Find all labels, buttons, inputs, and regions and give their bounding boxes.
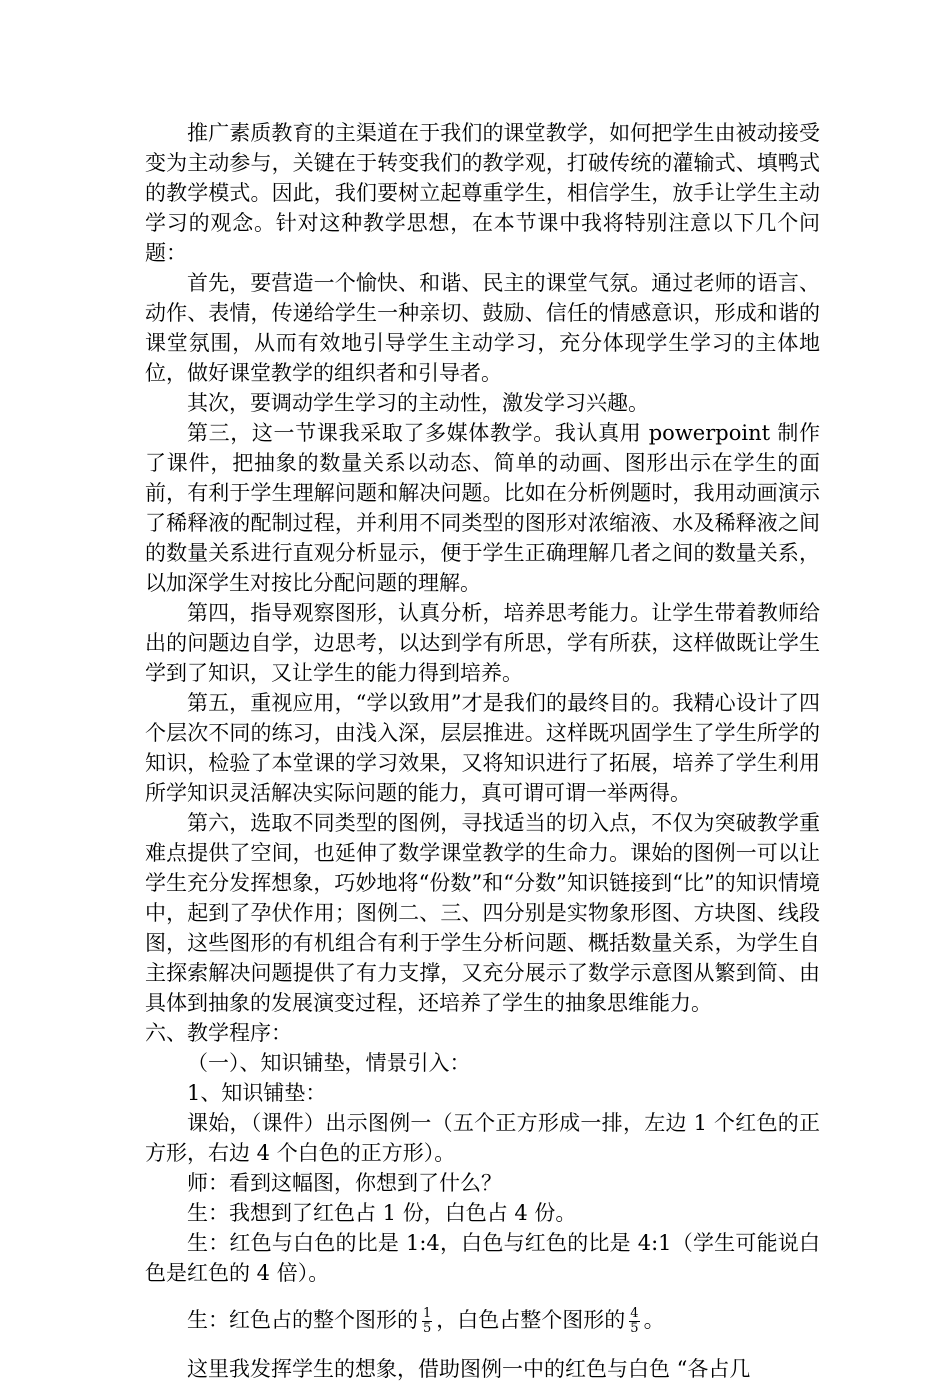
item-heading: 1、知识铺垫： [187,1081,327,1105]
dialogue-line: 课始，（课件）出示图例一（五个正方形成一排，左边 1 个红色的正方形，右边 4 个白色的正方形）。 [145,1111,820,1165]
paragraph-intro: 推广素质教育的主渠道在于我们的课堂教学，如何把学生由被动接受变为主动参与，关键在于转变我们的教学观，打破传统的灌输式、填鸭式的教学模式。因此，我们要树立起尊重学生，相信学生，放手让学生主动学习的观念。针对这种教学思想，在本节课中我将特别注意以下几个问题： [145,121,820,265]
paragraph-fourth: 第四，指导观察图形，认真分析，培养思考能力。让学生带着教师给出的问题边自学，边思考，以达到学有所思，学有所获，这样做既让学生学到了知识，又让学生的能力得到培养。 [145,601,820,685]
paragraph-first: 首先，要营造一个愉快、和谐、民主的课堂气氛。通过老师的语言、动作、表情，传递给学生一种亲切、鼓励、信任的情感意识，形成和谐的课堂氛围，从而有效地引导学生主动学习，充分体现学生学习的主体地位，做好课堂教学的组织者和引导者。 [145,271,820,385]
subheading: （一）、知识铺垫，情景引入： [187,1051,471,1075]
fraction-numerator: 1 [423,1306,432,1321]
fraction-line-text-1: 生：红色占的整个图形的 [187,1308,418,1332]
fraction-denominator: 5 [423,1321,432,1336]
section-heading: 六、教学程序： [145,1021,292,1045]
document-body [145,118,820,1384]
dialogue-line: 生：红色与白色的比是 1:4，白色与红色的比是 4:1（学生可能说白色是红色的 4 倍）。 [145,1231,820,1285]
fraction-line-text-3: 。 [643,1308,665,1332]
dialogue-line: 师：看到这幅图，你想到了什么？ [187,1171,502,1195]
paragraph-sixth: 第六，选取不同类型的图例，寻找适当的切入点，不仅为突破教学重难点提供了空间，也延伸了数学课堂教学的生命力。课始的图例一可以让学生充分发挥想象，巧妙地将“份数”和“分数”知识链接到“比”的知识情境中，起到了孕伏作用；图例二、三、四分别是实物象形图、方块图、线段图，这些图形的有机组合有利于学生分析问题、概括数量关系，为学生自主探索解决问题提供了有力支撑，又充分展示了数学示意图从繁到简、由具体到抽象的发展演变过程，还培养了学生的抽象思维能力。 [145,811,820,1015]
dialogue-line: 生：我想到了红色占 1 份，白色占 4 份。 [187,1201,577,1225]
paragraph-last: 这里我发挥学生的想象，借助图例一中的红色与白色 “各占几 [187,1357,751,1381]
fraction-numerator: 4 [630,1306,639,1321]
paragraph-third: 第三，这一节课我采取了多媒体教学。我认真用 powerpoint 制作了课件，把抽象的数量关系以动态、简单的动画、图形出示在学生的面前，有利于学生理解问题和解决问题。比如在分析例题时，我用动画演示了稀释液的配制过程，并利用不同类型的图形对浓缩液、水及稀释液之间的数量关系进行直观分析显示，便于学生正确理解几者之间的数量关系，以加深学生对按比分配问题的理解。 [145,421,820,595]
paragraph-fifth: 第五，重视应用，“学以致用”才是我们的最终目的。我精心设计了四个层次不同的练习，由浅入深，层层推进。这样既巩固学生了学生所学的知识，检验了本堂课的学习效果，又将知识进行了拓展，培养了学生利用所学知识灵活解决实际问题的能力，真可谓可谓一举两得。 [145,691,820,805]
fraction-one-fifth [422,1307,432,1336]
fraction-four-fifths [629,1307,639,1336]
fraction-line [145,1294,820,1346]
fraction-denominator: 5 [630,1321,639,1336]
paragraph-second: 其次，要调动学生学习的主动性，激发学习兴趣。 [187,391,649,415]
fraction-line-text-2: ，白色占整个图形的 [436,1308,626,1332]
